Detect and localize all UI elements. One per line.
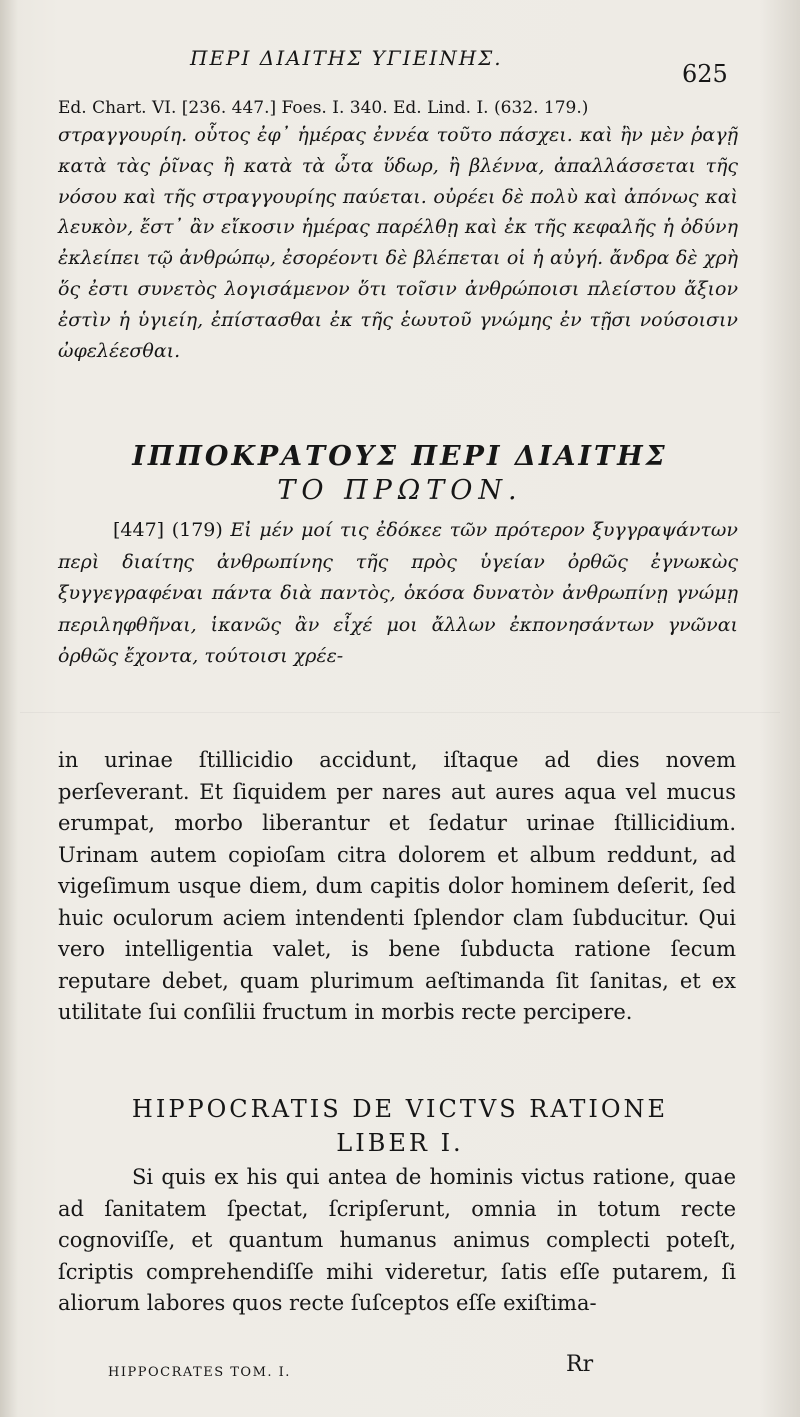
- greek-section-title: [60, 440, 740, 508]
- greek-paragraph-2-text: Εἰ μέν μοί τις ἐδόκεε τῶν πρότερον ξυγγραψάντων περὶ διαίτης ἀνθρωπίνης τῆς πρὸς ὑγείαν ὀρθῶς ἐγνωκὼς ξυγγεγραφέναι πάντα διὰ παντὸς, ὁκόσα δυνατὸν ἀνθρωπίνῃ γνώμῃ περιληφθῆναι, ἱκανῶς ἂν εἶχέ μοι ἄλλων ἐκπονησάντων γνῶναι ὀρθῶς ἔχοντα, τούτοισι χρέε-: [58, 519, 738, 667]
- greek-paragraph-2: [58, 515, 738, 673]
- latin-section-title: [60, 1092, 740, 1160]
- greek-section-marks: [447] (179): [113, 519, 223, 541]
- greek-paragraph-1: στραγγουρίη. οὗτος ἐφ᾽ ἡμέρας ἐννέα τοῦτο πάσχει. καὶ ἢν μὲν ῥαγῇ κατὰ τὰς ῥῖνας ἢ κατὰ τὰ ὦτα ὕδωρ, ἢ βλέννα, ἀπαλλάσσεται τῆς νόσου καὶ τῆς στραγγουρίης παύεται. οὐρέει δὲ πολὺ καὶ ἀπόνως καὶ λευκὸν, ἔστ᾽ ἂν εἴκοσιν ἡμέρας παρέλθῃ καὶ ἐκ τῆς κεφαλῆς ἡ ὀδύνη ἐκλείπει τῷ ἀνθρώπῳ, ἐσορέοντι δὲ βλέπεται οἱ ἡ αὐγή. ἄνδρα δὲ χρὴ ὅς ἐστι συνετὸς λογισάμενον ὅτι τοῖσιν ἀνθρώποισι πλείστου ἄξιον ἐστὶν ἡ ὑγιείη, ἐπίστασθαι ἐκ τῆς ἑωυτοῦ γνώμης ἐν τῇσι νούσοισιν ὠφελέεσθαι.: [58, 124, 738, 362]
- latin-title-line-1: HIPPOCRATIS DE VICTVS RATIONE: [131, 1095, 669, 1123]
- page-number: 625: [682, 60, 728, 88]
- greek-title-line-1: ΙΠΠΟΚΡΑΤΟΥΣ ΠΕΡΙ ΔΙΑΙΤΗΣ: [132, 441, 668, 472]
- running-head: ΠΕΡΙ ΔΙΑΙΤΗΣ ΥΓΙΕΙΝΗΣ.: [190, 46, 503, 70]
- greek-title-line-2: ΤΟ ΠΡΩΤΟΝ.: [277, 475, 523, 506]
- edition-references: Ed. Chart. VI. [236. 447.] Foes. I. 340. Ed. Lind. I. (632. 179.): [58, 98, 589, 118]
- section-divider: [20, 712, 780, 713]
- latin-paragraph-2: Si quis ex his qui antea de hominis victus ratione, quae ad ſanitatem ſpectat, ſcripſerunt, omnia in totum recte cognoviſſe, et quantum humanus animus complecti poteſt, ſcriptis comprehendiſſe mihi videretur, ſatis eſſe putarem, ſi aliorum labores quos recte ſuſceptos eſſe exiſtima-: [58, 1165, 736, 1315]
- latin-paragraph-1: in urinae ſtillicidio accidunt, iſtaque ad dies novem perſeverant. Et ſiquidem per nares aut aures aqua vel mucus erumpat, morbo liberantur et ſedatur urinae ſtillicidium. Urinam autem copioſam citra dolorem et album reddunt, ad vigeſimum usque diem, dum capitis dolor hominem deſerit, ſed huic oculorum aciem intendenti ſplendor clam ſubducitur. Qui vero intelligentia valet, is bene ſubducta ratione ſecum reputare debet, quam plurimum aeſtimanda ſit ſanitas, et ex utilitate ſui conſilii fructum in morbis recte percipere.: [58, 748, 736, 1024]
- signature-line: HIPPOCRATES TOM. I.: [108, 1365, 291, 1380]
- signature-mark: Rr: [566, 1352, 594, 1377]
- latin-title-line-2: LIBER I.: [336, 1129, 464, 1157]
